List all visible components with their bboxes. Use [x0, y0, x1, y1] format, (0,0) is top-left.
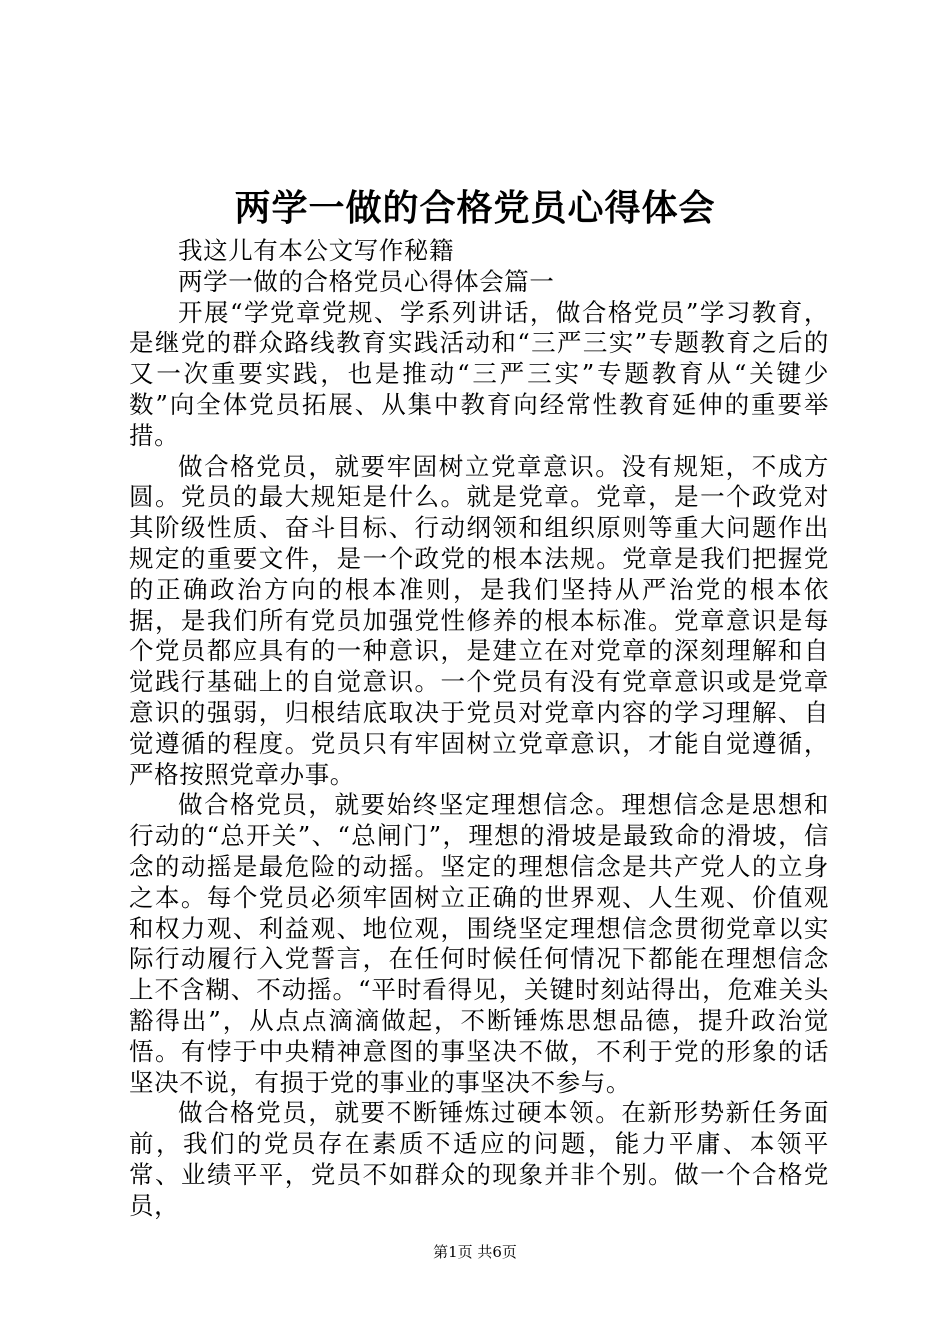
document-title: 两学一做的合格党员心得体会	[234, 187, 716, 229]
paragraph: 做合格党员，就要始终坚定理想信念。理想信念是思想和行动的“总开关”、“总闸门”，理想的滑坡是最致命的滑坡，信念的动摇是最危险的动摇。坚定的理想信念是共产党人的立身之本。每个党员必须牢固树立正确的世界观、人生观、价值观和权力观、利益观、地位观，围绕坚定理想信念贯彻党章以实际行动履行入党誓言，在任何时候任何情况下都能在理想信念上不含糊、不动摇。“平时看得见，关键时刻站得出，危难关头豁得出”，从点点滴滴做起，不断锤炼思想品德，提升政治觉悟。有悖于中央精神意图的事坚决不做，不利于党的形象的话坚决不说，有损于党的事业的事坚决不参与。	[129, 790, 829, 1097]
document-body	[129, 236, 829, 1222]
page-footer: 第1页 共6页	[433, 1243, 517, 1261]
paragraph: 我这儿有本公文写作秘籍	[178, 236, 455, 265]
paragraph: 做合格党员，就要不断锤炼过硬本领。在新形势新任务面前，我们的党员存在素质不适应的问题，能力平庸、本领平常、业绩平平，党员不如群众的现象并非个别。做一个合格党员，	[129, 1098, 829, 1220]
paragraph: 开展“学党章党规、学系列讲话，做合格党员”学习教育，是继党的群众路线教育实践活动和“三严三实”专题教育之后的又一次重要实践，也是推动“三严三实”专题教育从“关键少数”向全体党员拓展、从集中教育向经常性教育延伸的重要举措。	[129, 297, 829, 450]
paragraph: 做合格党员，就要牢固树立党章意识。没有规矩，不成方圆。党员的最大规矩是什么。就是党章。党章，是一个政党对其阶级性质、奋斗目标、行动纲领和组织原则等重大问题作出规定的重要文件，是一个政党的根本法规。党章是我们把握党的正确政治方向的根本准则，是我们坚持从严治党的根本依据，是我们所有党员加强党性修养的根本标准。党章意识是每个党员都应具有的一种意识，是建立在对党章的深刻理解和自觉践行基础上的自觉意识。一个党员有没有党章意识或是党章意识的强弱，归根结底取决于党员对党章内容的学习理解、自觉遵循的程度。党员只有牢固树立党章意识，才能自觉遵循，严格按照党章办事。	[129, 451, 829, 789]
paragraph: 两学一做的合格党员心得体会篇一	[178, 266, 555, 296]
